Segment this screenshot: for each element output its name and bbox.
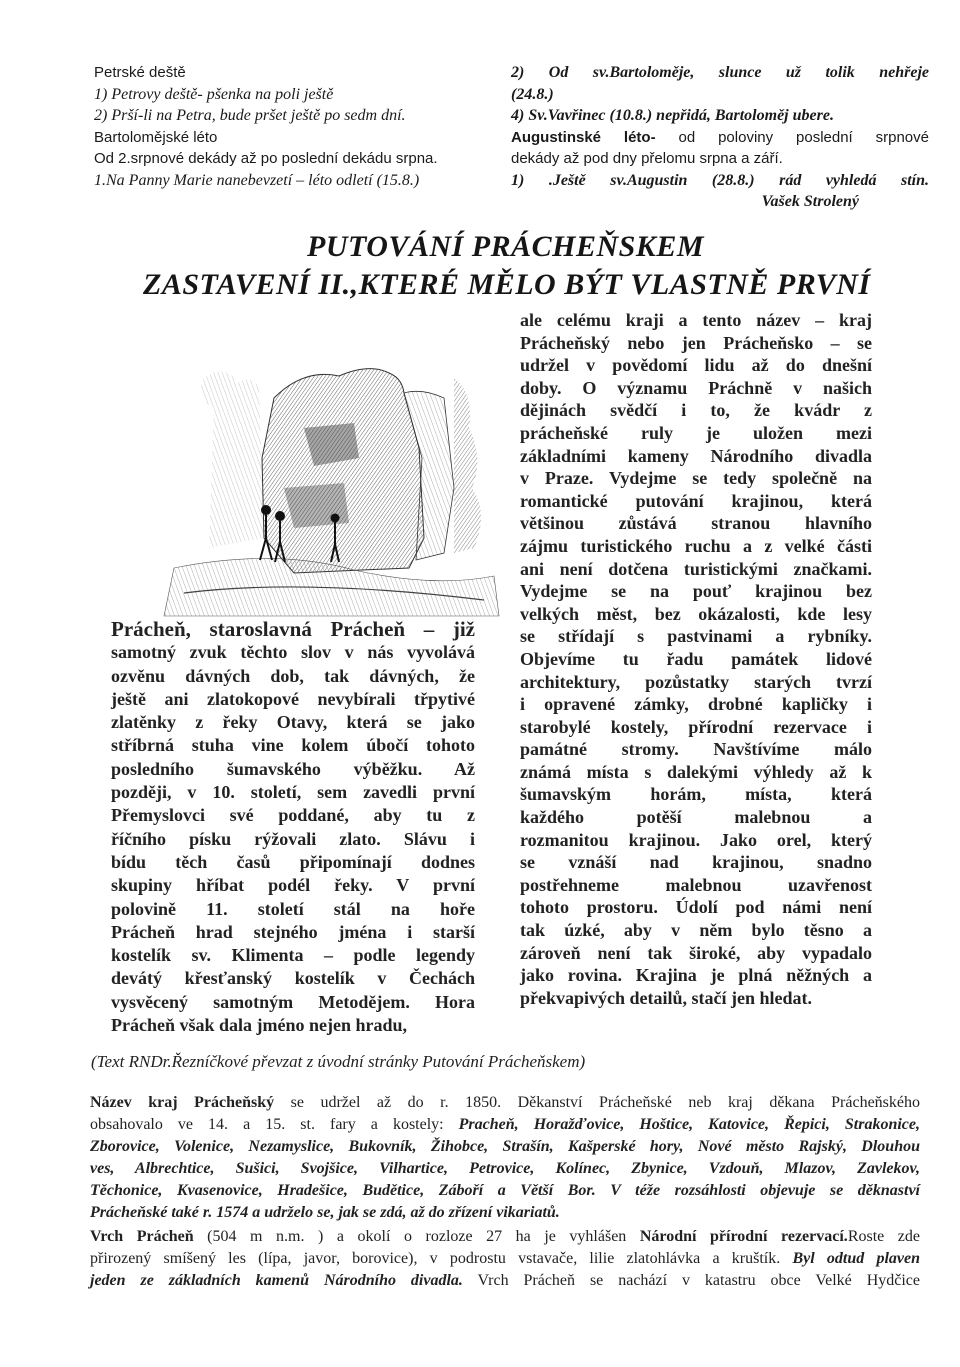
augustin-label: Augustinské léto- xyxy=(511,128,656,146)
text-line: šumavským horám, místa, která xyxy=(520,784,872,805)
text-line: architektury, pozůstatky starých tvrzí xyxy=(520,671,872,692)
text-line: samotný zvuk těchto slov v nás vyvolává xyxy=(111,642,475,663)
text-line: říčního písku rýžovali zlato. Slávu i xyxy=(111,828,475,849)
text-line: Bartolomějské léto xyxy=(94,128,218,146)
text-line xyxy=(90,1226,920,1248)
text-line: známá místa s dalekými výhledy až k xyxy=(520,761,872,782)
text-line: prácheňské ruly je uložen mezi xyxy=(520,422,872,443)
hill-text: (504 m n.m. ) a okolí o rozloze 27 ha je vyhlášen xyxy=(193,1228,640,1245)
text-line: Prácheň, staroslavná Prácheň – již xyxy=(111,617,475,641)
text-line xyxy=(90,1270,920,1292)
text-line: ještě ani zlatokopové nevybírali třpytivé xyxy=(111,688,475,709)
text-line: udržel v povědomí lidu až do dnešní xyxy=(520,355,872,376)
text-line xyxy=(90,1092,920,1114)
reserve-paragraph xyxy=(90,1226,920,1292)
text-line xyxy=(511,127,929,149)
weather-sayings-left xyxy=(94,62,494,191)
text-line: ves, Albrechtice, Sušici, Svojšice, Vilhartice, Petrovice, Kolínec, Zbynice, Vzdouň, Mlazov, Zavlekov, xyxy=(90,1160,920,1177)
weather-sayings-right xyxy=(511,62,929,213)
text-line: Těchonice, Kvasenovice, Hradešice, Budětice, Záboří a Větší Bor. V téže rozsáhlosti objevuje se děknaství xyxy=(90,1182,920,1199)
text-line: posledního šumavského výběžku. Až xyxy=(111,758,475,779)
text-line: 4) Sv.Vavřinec (10.8.) nepřidá, Bartoloměj ubere. xyxy=(511,107,834,124)
author-signature: Vašek Strolený xyxy=(761,193,859,210)
text-line: 2) Od sv.Bartoloměje, slunce už tolik nehřeje xyxy=(511,64,929,81)
text-line: starobylé kostely, přírodní rezervace i xyxy=(520,716,872,737)
district-text: se udržel až do r. 1850. Děkanství Prácheňské neb kraj děkana Prácheňského xyxy=(274,1094,921,1111)
parish-list: Pracheň, Horažďovice, Hoštice, Katovice, Řepici, Strakonice, xyxy=(458,1116,921,1133)
text-line: stříbrná stuha vine kolem úbočí tohoto xyxy=(111,735,475,756)
reserve-name: Národní přírodní rezervací. xyxy=(639,1228,848,1245)
theatre-emphasis: jeden ze základních kamenů Národního divadla. xyxy=(90,1272,463,1289)
text-line: tohoto prostoru. Údolí pod námi není xyxy=(520,897,872,918)
source-citation: (Text RNDr.Řezníčkové převzat z úvodní stránky Putování Prácheňskem) xyxy=(91,1052,586,1071)
text-line: velkých měst, bez okázalosti, kde lesy xyxy=(520,603,872,624)
text-line: 1.Na Panny Marie nanebevzetí – léto odletí (15.8.) xyxy=(94,171,420,189)
text-line: doby. O významu Práchně v našich xyxy=(520,377,872,398)
text-line: základními kameny Národního divadla xyxy=(520,445,872,466)
text-line: bídu těch časů připomínají dodnes xyxy=(111,851,475,872)
district-history-paragraph xyxy=(90,1092,920,1224)
hill-name: Vrch Prácheň xyxy=(90,1228,194,1245)
text-line: dějinách svědčí i to, že kvádr z xyxy=(520,400,872,421)
text-line: kostelík sv. Klimenta – podle legendy xyxy=(111,945,475,966)
text-line: romantické putování krajinou, která xyxy=(520,490,872,511)
ruins-engraving-image xyxy=(154,338,506,618)
text-line: i opravené zámky, drobné kapličky i xyxy=(520,694,872,715)
text-line: dekády až pod dny přelomu srpna a září. xyxy=(511,150,783,167)
text-line: polovině 11. století stál na hoře xyxy=(111,898,475,919)
text-line: zájmu turistického ruchu a z velké části xyxy=(520,535,872,556)
text-line: Prácheň však dala jméno nejen hradu, xyxy=(111,1015,408,1036)
text-line: 2) Prší-li na Petra, bude pršet ještě po sedm dní. xyxy=(94,107,406,124)
text-line: se vznáší nad krajinou, snadno xyxy=(520,852,872,873)
text-line: překvapivých detailů, stačí jen hledat. xyxy=(520,987,813,1008)
text-line: 1) Petrovy deště- pšenka na poli ještě xyxy=(94,85,334,103)
text-line: postřehneme malebnou uzavřenost xyxy=(520,874,872,895)
text-line: devátý křesťanský kostelík v Čechách xyxy=(111,968,475,989)
text-line: skupiny hříbat podél řeky. V první xyxy=(111,875,475,896)
text-line: 1) .Ještě sv.Augustin (28.8.) rád vyhledá stín. xyxy=(511,171,929,189)
text-line xyxy=(90,1114,920,1136)
text-line: ozvěnu dávných dob, tak dávných, že xyxy=(111,665,475,686)
text-line: se střídají s pastvinami a rybníky. xyxy=(520,626,872,647)
right-column-text xyxy=(520,309,872,1009)
page-title: PUTOVÁNÍ PRÁCHEŇSKEM xyxy=(307,230,705,263)
text-line: zároveň není tak široké, aby vypadalo xyxy=(520,942,872,963)
page-subtitle: ZASTAVENÍ II.,KTERÉ MĚLO BÝT VLASTNĚ PRVNÍ xyxy=(143,268,871,301)
hill-text-end: Roste zde xyxy=(847,1228,921,1245)
text-line: každého potěší malebnou a xyxy=(520,807,872,828)
text-line: většinou zůstává stranou hlavního xyxy=(520,513,872,534)
text-line: Vydejme se na pouť krajinou bez xyxy=(520,581,872,602)
parish-intro: obsahovalo ve 14. a 15. st. fary a kostely: xyxy=(90,1116,459,1133)
left-column-text xyxy=(111,618,475,1037)
district-name: Název kraj Prácheňský xyxy=(90,1094,275,1111)
text-line: v Praze. Vydejme se tedy společně na xyxy=(520,468,872,489)
text-line: památné stromy. Navštívíme málo xyxy=(520,739,872,760)
text-line: Objevíme tu řadu památek lidové xyxy=(520,648,872,669)
text-line: Přemyslovci své poddané, aby tu z xyxy=(111,805,475,826)
forest-text: přirozený smíšený les (lípa, javor, borovice), v podrostu vstavače, lilie zlatohlávka a kruštík. xyxy=(90,1250,793,1267)
text-line: Od 2.srpnové dekády až po poslední dekádu srpna. xyxy=(94,150,438,167)
text-line: jako rovina. Krajina je plná něžných a xyxy=(520,965,872,986)
text-line: později, v 10. století, sem zavedli první xyxy=(111,782,475,803)
augustin-text: od poloviny poslední srpnové xyxy=(655,128,929,146)
text-line: zlatěnky z řeky Otavy, která se jako xyxy=(111,712,475,733)
text-line: ani není dotčena turistickými značkami. xyxy=(520,558,872,579)
text-line: (24.8.) xyxy=(511,85,554,103)
text-line: Zborovice, Volenice, Nezamyslice, Bukovník, Žihobce, Strašín, Kašperské hory, Nové město Rajský, Dlouhou xyxy=(90,1138,920,1155)
text-line xyxy=(90,1248,920,1270)
forest-emphasis: Byl odtud plaven xyxy=(792,1250,920,1267)
text-line: Prácheň hrad stejného jména i starší xyxy=(111,921,475,942)
text-line: tak úzké, aby v něm bylo těsno a xyxy=(520,920,872,941)
text-line: Petrské deště xyxy=(94,64,186,81)
text-line: ale celému kraji a tento název – kraj xyxy=(520,310,872,330)
text-line: rozmanitou krajinou. Jako orel, který xyxy=(520,829,872,850)
text-line: Prácheňské také r. 1574 a udrželo se, jak se zdá, až do zřízení vikariatů. xyxy=(90,1204,560,1221)
text-line: vysvěcený samotným Metodějem. Hora xyxy=(111,991,475,1012)
text-line: Prácheňský nebo jen Prácheňsko – se xyxy=(520,332,872,353)
location-text: Vrch Prácheň se nachází v katastru obce Velké Hydčice xyxy=(462,1272,921,1289)
